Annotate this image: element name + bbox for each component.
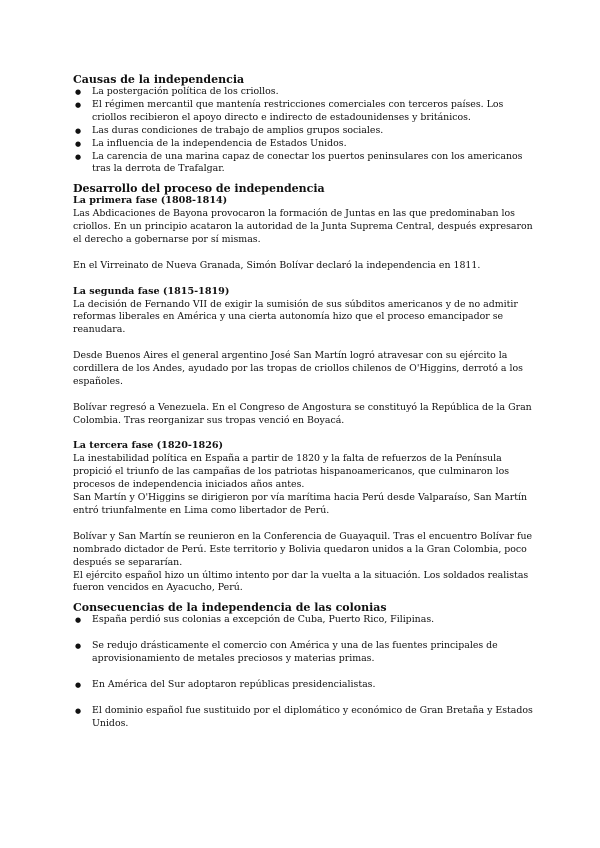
paragraph: Las Abdicaciones de Bayona provocaron la formación de Juntas en las que predominaban los criollos. En un principio acataron la autoridad de la Junta Suprema Central, después expresaron el derecho a gobernarse por sí mismas. [73,208,533,246]
paragraph: Bolívar regresó a Venezuela. En el Congreso de Angostura se constituyó la República de la Gran Colombia. Tras reorganizar sus tropas venció en Boyacá. [73,401,532,426]
causas-heading: Causas de la independencia [73,73,245,86]
causas-list [73,86,533,176]
list-item: ● La influencia de la independencia de Estados Unidos. [73,138,533,151]
fase1-heading: La primera fase (1808-1814) [73,195,228,207]
list-item: ● La carencia de una marina capaz de conectar los puertos peninsulares con los americanos tras la derrota de Trafalgar. [73,151,533,177]
paragraph: La inestabilidad política en España a partir de 1820 y la falta de refuerzos de la Península propició el triunfo de las campañas de los patriotas hispanoamericanos, que culminaron los procesos de independencia iniciados años antes. [73,453,510,491]
desarrollo-heading: Desarrollo del proceso de independencia [73,182,325,196]
fase2-heading: La segunda fase (1815-1819) [73,285,230,297]
paragraph: El ejército español hizo un último intento por dar la vuelta a la situación. Los soldados realistas fueron vencidos en Ayacucho, Perú. [73,569,529,594]
paragraph: En el Virreinato de Nueva Granada, Simón Bolívar declaró la independencia en 1811. [73,259,481,271]
paragraph: La decisión de Fernando VII de exigir la sumisión de sus súbditos americanos y de no admitir reformas liberales en América y una cierta autonomía hizo que el proceso emancipador se reanudara. [73,298,518,336]
list-item: ● Se redujo drásticamente el comercio con América y una de las fuentes principales de aprovisionamiento de metales preciosos y materias primas. [73,640,533,666]
paragraph: Bolívar y San Martín se reunieron en la Conferencia de Guayaquil. Tras el encuentro Bolívar fue nombrado dictador de Perú. Este territorio y Bolivia quedaron unidos a la Gran Colombia, poco después se separarían. [73,530,533,568]
list-item: ● En América del Sur adoptaron repúblicas presidencialistas. [73,679,533,692]
paragraph: San Martín y O'Higgins se dirigieron por vía marítima hacia Perú desde Valparaíso, San Martín entró triunfalmente en Lima como libertador de Perú. [73,492,528,517]
fase3-heading: La tercera fase (1820-1826) [73,440,224,452]
list-item: ● España perdió sus colonias a excepción de Cuba, Puerto Rico, Filipinas. [73,614,533,627]
list-item: ● La postergación política de los criollos. [73,86,533,99]
paragraph: Desde Buenos Aires el general argentino José San Martín logró atravesar con su ejército la cordillera de los Andes, ayudado por las tropas de criollos chilenos de O'Higgins, derrotó a los españoles. [73,350,523,387]
list-item: ● Las duras condiciones de trabajo de amplios grupos sociales. [73,125,533,138]
list-item: ● El régimen mercantil que mantenía restricciones comerciales con terceros países. Los criollos recibieron el apoyo directo e indirecto de estadounidenses y británicos. [73,99,533,125]
consecuencias-list [73,614,533,730]
consecuencias-heading: Consecuencias de la independencia de las colonias [73,601,387,615]
document-page [73,73,533,730]
list-item: ● El dominio español fue sustituido por el diplomático y económico de Gran Bretaña y Estados Unidos. [73,705,533,731]
